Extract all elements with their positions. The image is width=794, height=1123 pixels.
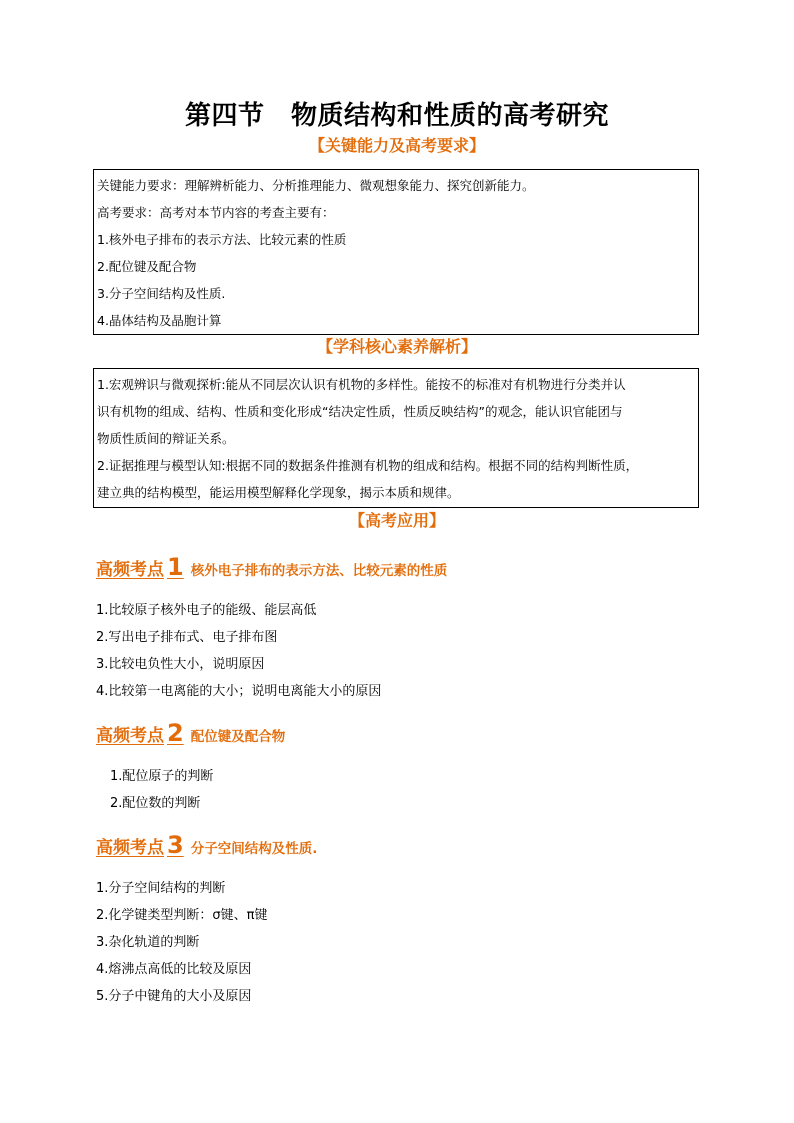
topic-heading-2 [96,719,285,747]
section-heading-core-literacy: 【学科核心素养解析】 [316,337,477,356]
topic-subtitle: 核外电子排布的表示方法、比较元素的性质 [190,563,448,579]
list-item: 2.化学键类型判断：σ键、π键 [96,908,268,923]
topic-number: 2 [167,719,184,747]
list-item: 1.比较原子核外电子的能级、能层高低 [96,603,317,618]
list-item: 1.配位原子的判断 [110,769,214,784]
requirements-line: 1.核外电子排布的表示方法、比较元素的性质 [97,232,347,247]
topic-3-items [96,875,267,1010]
list-item: 5.分子中键角的大小及原因 [96,989,252,1004]
topic-heading-3 [96,831,317,859]
list-item: 4.比较第一电离能的大小；说明电离能大小的原因 [96,684,382,699]
topic-2-items [110,763,213,817]
topic-1-items [96,597,381,705]
list-item: 1.分子空间结构的判断 [96,881,226,896]
section-heading-key-requirements: 【关键能力及高考要求】 [308,136,485,155]
literacy-line: 建立典的结构模型，能运用模型解释化学现象，揭示本质和规律。 [97,485,460,500]
list-item: 2.写出电子排布式、电子排布图 [96,630,278,645]
literacy-line: 识有机物的组成、结构、性质和变化形成“结决定性质，性质反映结构”的观念，能认识官能团与 [97,404,623,419]
section-heading-application: 【高考应用】 [348,511,445,530]
page-title: 第四节 物质结构和性质的高考研究 [184,101,609,131]
literacy-line: 1.宏观辨识与微观探析:能从不同层次认识有机物的多样性。能按不的标准对有机物进行分类并认 [97,377,626,392]
topic-label: 高频考点 [96,560,164,580]
list-item: 3.比较电负性大小，说明原因 [96,657,265,672]
literacy-line: 2.证据推理与模型认知:根据不同的数据条件推测有机物的组成和结构。根据不同的结构判断性质， [97,458,639,473]
requirements-line: 高考要求：高考对本节内容的考查主要有： [97,205,335,220]
topic-label: 高频考点 [96,838,164,858]
list-item: 4.熔沸点高低的比较及原因 [96,962,252,977]
requirements-line: 3.分子空间结构及性质. [97,286,226,301]
literacy-line: 物质性质间的辩证关系。 [97,431,235,446]
requirements-line: 2.配位键及配合物 [97,259,197,274]
requirements-line: 关键能力要求：理解辨析能力、分析推理能力、微观想象能力、探究创新能力。 [97,178,535,193]
topic-number: 1 [167,553,184,581]
topic-label: 高频考点 [96,726,164,746]
requirements-box [93,169,699,335]
literacy-box [93,368,699,508]
requirements-line: 4.晶体结构及晶胞计算 [97,313,222,328]
topic-subtitle: 分子空间结构及性质. [190,841,318,857]
topic-heading-1 [96,553,447,581]
topic-subtitle: 配位键及配合物 [190,729,286,745]
topic-number: 3 [167,831,184,859]
list-item: 2.配位数的判断 [110,796,201,811]
list-item: 3.杂化轨道的判断 [96,935,200,950]
